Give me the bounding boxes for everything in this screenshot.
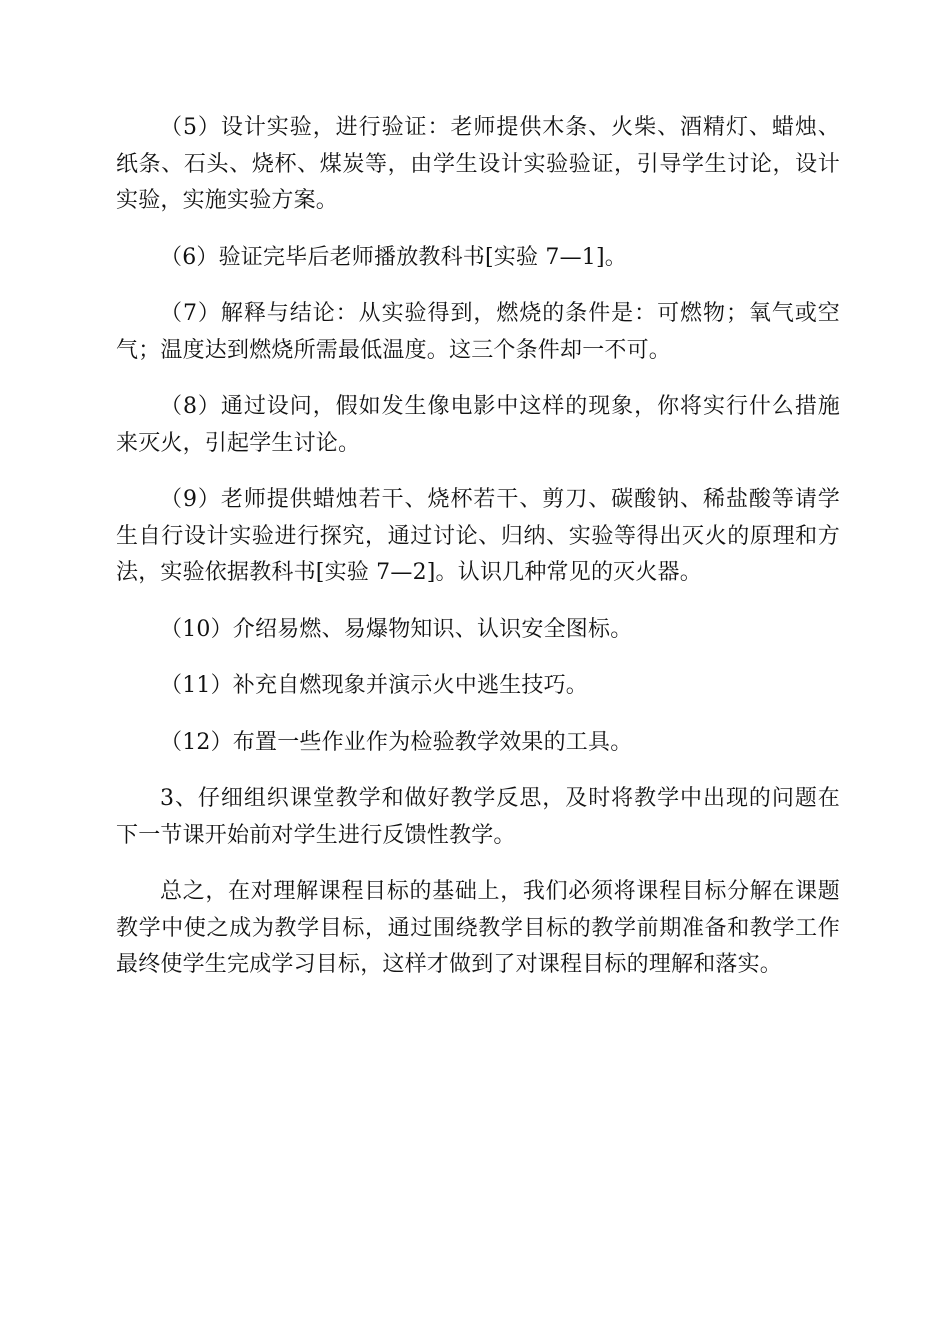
- paragraph-step-10: （10）介绍易燃、易爆物知识、认识安全图标。: [160, 616, 633, 642]
- paragraph-item-3: 3、仔细组织课堂教学和做好教学反思，及时将教学中出现的问题在下一节课开始前对学生进行反馈性教学。: [116, 786, 840, 848]
- paragraph-step-7: （7）解释与结论：从实验得到，燃烧的条件是：可燃物；氧气或空气；温度达到燃烧所需最低温度。这三个条件却一不可。: [116, 301, 840, 363]
- paragraph-step-9: （9）老师提供蜡烛若干、烧杯若干、剪刀、碳酸钠、稀盐酸等请学生自行设计实验进行探究，通过讨论、归纳、实验等得出灭火的原理和方法，实验依据教科书[实验 7—2]。认识几种常见的灭火器。: [116, 487, 840, 585]
- paragraph-step-11: （11）补充自燃现象并演示火中逃生技巧。: [160, 673, 588, 698]
- paragraph-summary: 总之，在对理解课程目标的基础上，我们必须将课程目标分解在课题教学中使之成为教学目标，通过围绕教学目标的教学前期准备和教学工作最终使学生完成学习目标，这样才做到了对课程目标的理解和落实。: [116, 879, 840, 977]
- document-body: [116, 110, 840, 1004]
- paragraph-step-8: （8）通过设问，假如发生像电影中这样的现象，你将实行什么措施来灭火，引起学生讨论。: [116, 394, 840, 456]
- paragraph-step-6: （6）验证完毕后老师播放教科书[实验 7—1]。: [160, 244, 627, 270]
- paragraph-step-5: （5）设计实验，进行验证：老师提供木条、火柴、酒精灯、蜡烛、纸条、石头、烧杯、煤炭等，由学生设计实验验证，引导学生讨论，设计实验，实施实验方案。: [116, 115, 840, 213]
- paragraph-step-12: （12）布置一些作业作为检验教学效果的工具。: [160, 729, 633, 755]
